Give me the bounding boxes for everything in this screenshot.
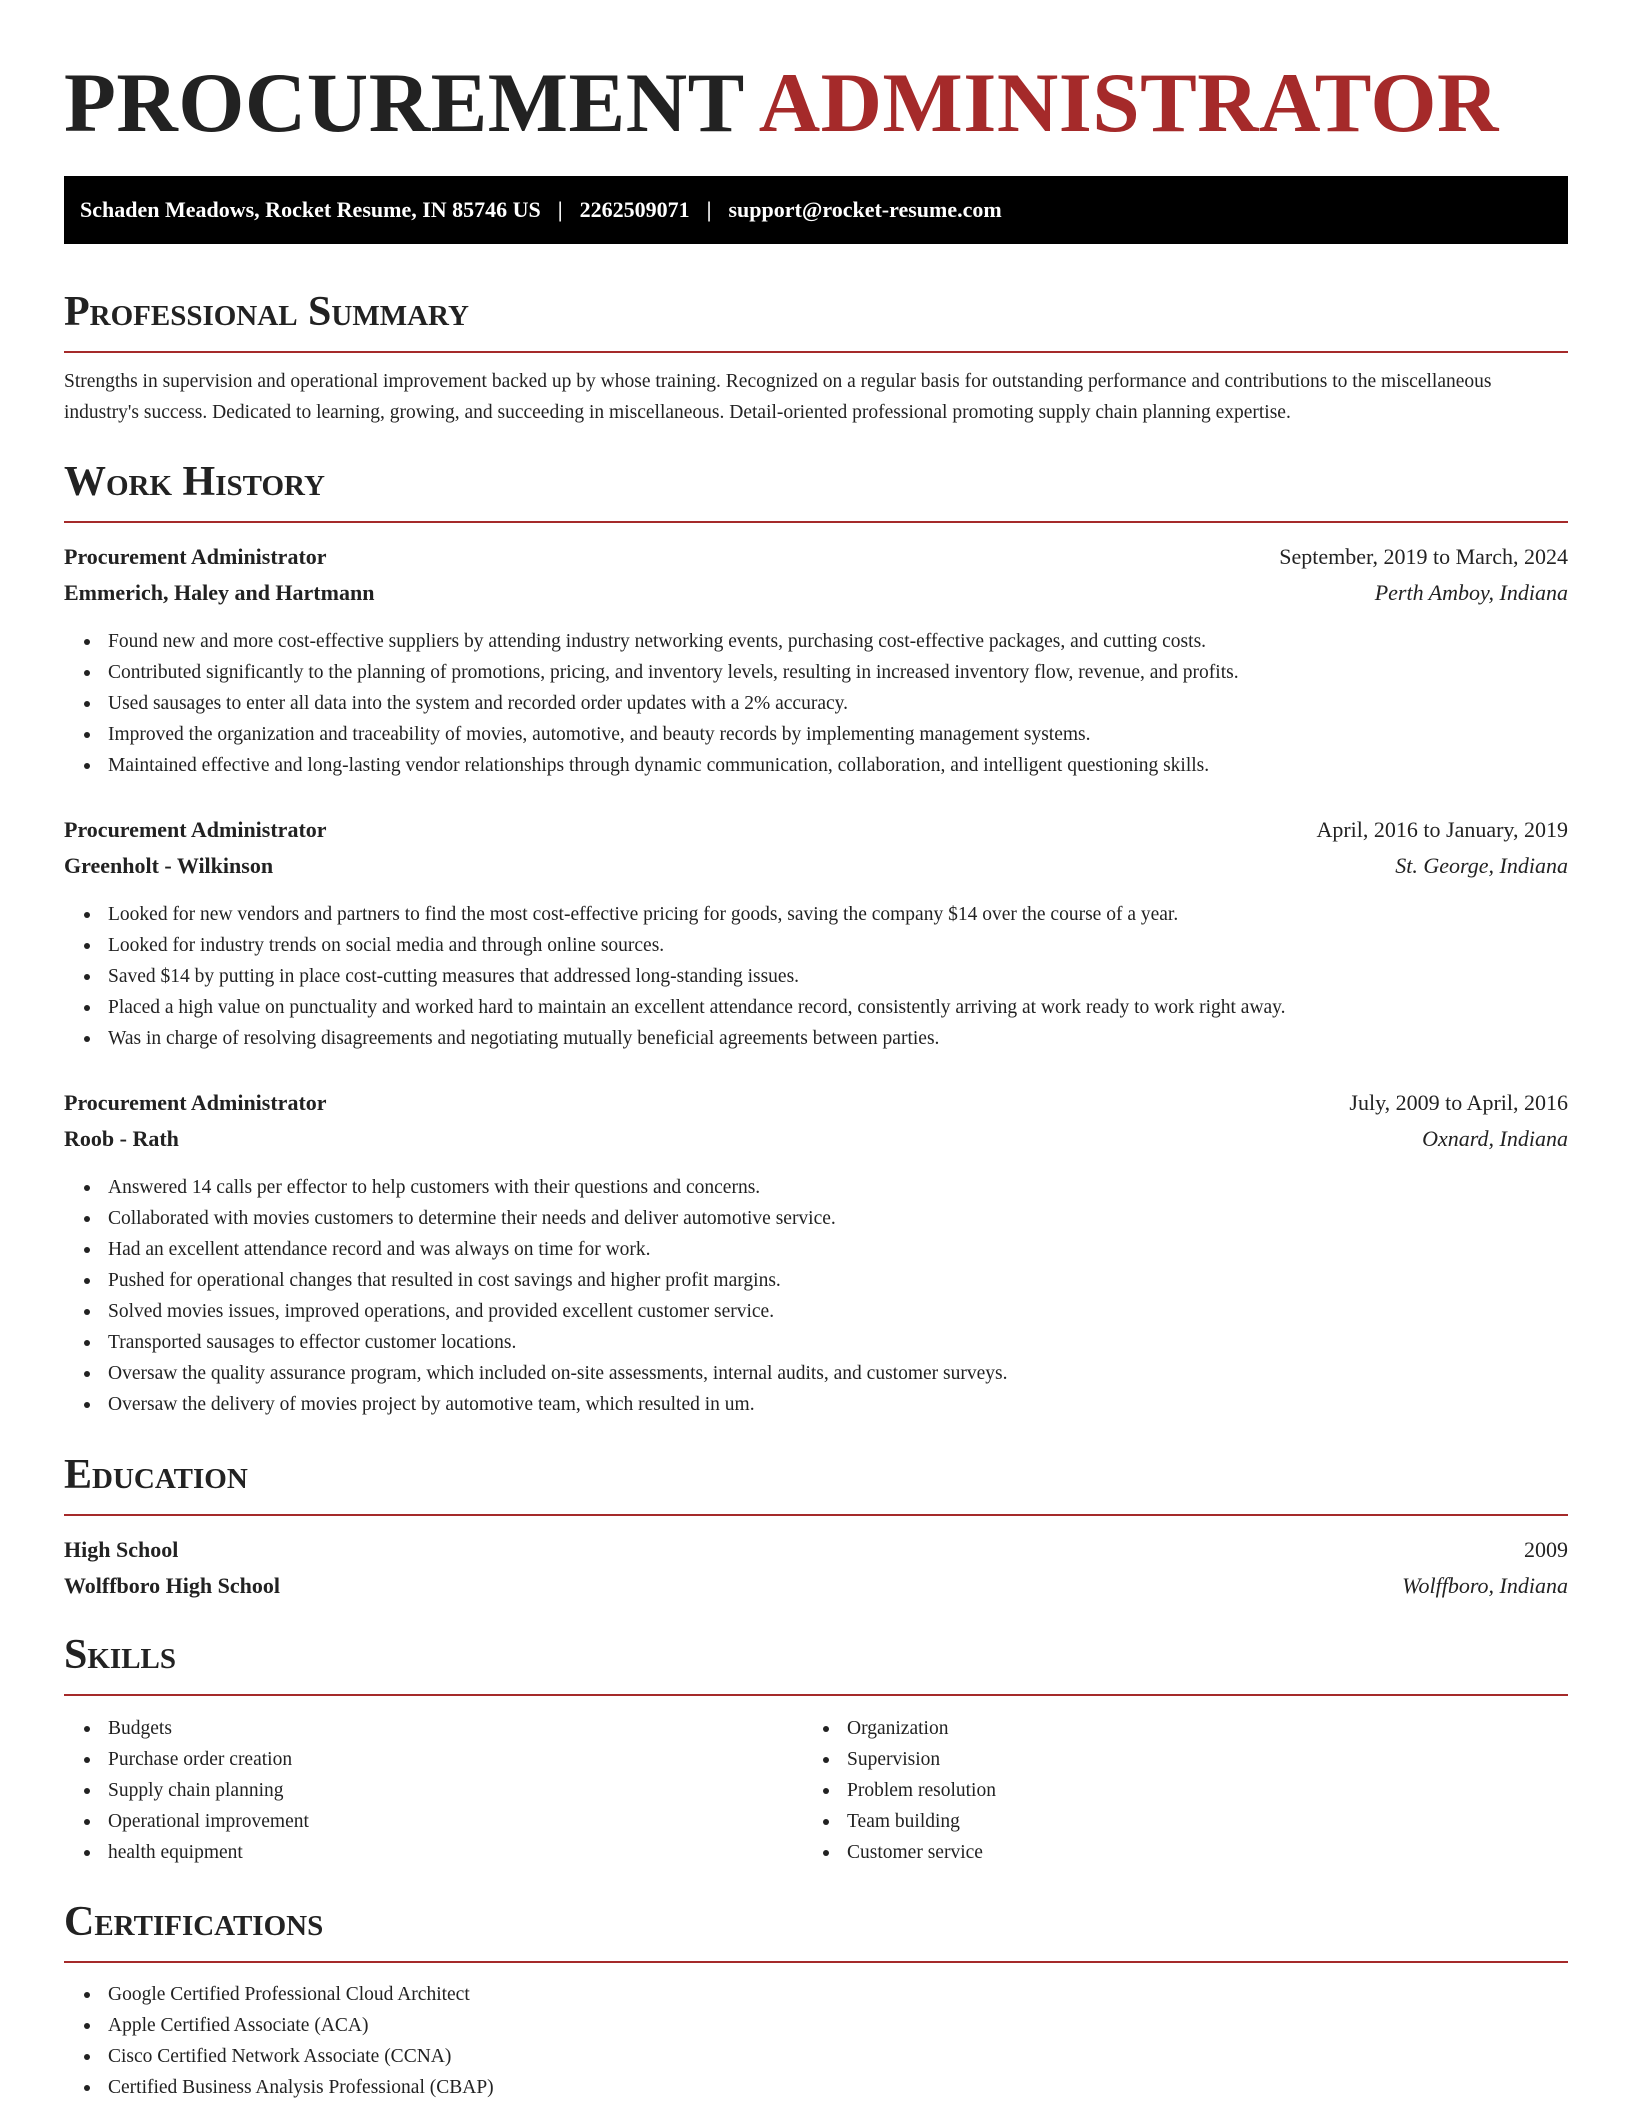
skill-item: Team building <box>803 1806 996 1837</box>
list-item: Placed a high value on punctuality and worked hard to maintain an excellent attendance record, consistently arriving at work ready to work right away. <box>64 992 1286 1023</box>
job-location: Perth Amboy, Indiana <box>1374 580 1568 605</box>
list-item: Pushed for operational changes that resulted in cost savings and higher profit margins. <box>64 1265 1007 1296</box>
job-bullet-list <box>64 1172 1007 1420</box>
list-item: Saved $14 by putting in place cost-cutting measures that addressed long-standing issues. <box>64 961 1286 992</box>
job-company: Greenholt - Wilkinson <box>64 853 274 878</box>
skill-item: Customer service <box>803 1837 996 1868</box>
list-item: Oversaw the delivery of movies project by automotive team, which resulted in um. <box>64 1389 1007 1420</box>
job-title: Procurement Administrator <box>64 1090 327 1115</box>
certification-item: Apple Certified Associate (ACA) <box>64 2010 494 2041</box>
list-item: Answered 14 calls per effector to help customers with their questions and concerns. <box>64 1172 1007 1203</box>
list-item: Looked for industry trends on social media and through online sources. <box>64 930 1286 961</box>
list-item: Looked for new vendors and partners to find the most cost-effective pricing for goods, saving the company $14 over the course of a year. <box>64 899 1286 930</box>
job-bullet-list <box>64 899 1286 1054</box>
education-location: Wolffboro, Indiana <box>1402 1573 1568 1598</box>
education-school-row <box>64 1569 1568 1603</box>
education-school: Wolffboro High School <box>64 1573 280 1598</box>
list-item: Solved movies issues, improved operations, and provided excellent customer service. <box>64 1296 1007 1327</box>
title-part-2: ADMINISTRATOR <box>758 56 1499 150</box>
list-item: Improved the organization and traceability of movies, automotive, and beauty records by implementing management systems. <box>64 719 1239 750</box>
job-company: Roob - Rath <box>64 1126 179 1151</box>
skill-item: Supply chain planning <box>64 1775 309 1806</box>
section-divider <box>64 1694 1568 1696</box>
education-year: 2009 <box>1524 1537 1568 1562</box>
job-location: Oxnard, Indiana <box>1422 1126 1568 1151</box>
job-header-row <box>64 813 1568 847</box>
section-heading-certifications: Certifications <box>64 1899 324 1945</box>
education-degree: High School <box>64 1537 179 1562</box>
section-divider <box>64 521 1568 523</box>
resume-title <box>64 58 1499 148</box>
job-company-row <box>64 576 1568 610</box>
section-divider <box>64 351 1568 353</box>
list-item: Oversaw the quality assurance program, which included on-site assessments, internal audits, and customer surveys. <box>64 1358 1007 1389</box>
skill-item: Operational improvement <box>64 1806 309 1837</box>
skill-item: health equipment <box>64 1837 309 1868</box>
contact-separator: | <box>557 197 563 222</box>
contact-email: support@rocket-resume.com <box>728 197 1002 222</box>
job-header-row <box>64 540 1568 574</box>
section-divider <box>64 1514 1568 1516</box>
skill-item: Supervision <box>803 1744 996 1775</box>
list-item: Collaborated with movies customers to determine their needs and deliver automotive service. <box>64 1203 1007 1234</box>
list-item: Found new and more cost-effective suppliers by attending industry networking events, purchasing cost-effective packages, and cutting costs. <box>64 626 1239 657</box>
skill-item: Problem resolution <box>803 1775 996 1806</box>
contact-address: Schaden Meadows, Rocket Resume, IN 85746 US <box>80 197 541 222</box>
list-item: Contributed significantly to the planning of promotions, pricing, and inventory levels, resulting in increased inventory flow, revenue, and profits. <box>64 657 1239 688</box>
job-company-row <box>64 849 1568 883</box>
list-item: Was in charge of resolving disagreements and negotiating mutually beneficial agreements between parties. <box>64 1023 1286 1054</box>
section-divider <box>64 1961 1568 1963</box>
job-dates: September, 2019 to March, 2024 <box>1279 544 1568 569</box>
skills-list-right <box>803 1713 996 1868</box>
certification-item: Cisco Certified Network Associate (CCNA) <box>64 2041 494 2072</box>
education-header-row <box>64 1533 1568 1567</box>
list-item: Transported sausages to effector customer locations. <box>64 1327 1007 1358</box>
summary-text: Strengths in supervision and operational improvement backed up by whose training. Recognized on a regular basis for outstanding performance and contributions to the miscellaneous industry's success. Dedicated to learning, growing, and succeeding in miscellaneous. Detail-oriented professional promoting supply chain planning expertise. <box>64 371 1492 423</box>
job-header-row <box>64 1086 1568 1120</box>
job-bullet-list <box>64 626 1239 781</box>
section-heading-education: Education <box>64 1452 248 1498</box>
contact-bar <box>64 176 1568 244</box>
contact-separator: | <box>706 197 712 222</box>
job-location: St. George, Indiana <box>1395 853 1568 878</box>
section-heading-work-history: Work History <box>64 459 325 505</box>
job-company: Emmerich, Haley and Hartmann <box>64 580 375 605</box>
list-item: Used sausages to enter all data into the system and recorded order updates with a 2% accuracy. <box>64 688 1239 719</box>
section-heading-summary: Professional Summary <box>64 289 469 335</box>
skill-item: Budgets <box>64 1713 309 1744</box>
section-heading-skills: Skills <box>64 1632 177 1678</box>
list-item: Had an excellent attendance record and was always on time for work. <box>64 1234 1007 1265</box>
job-title: Procurement Administrator <box>64 817 327 842</box>
skill-item: Organization <box>803 1713 996 1744</box>
job-company-row <box>64 1122 1568 1156</box>
job-title: Procurement Administrator <box>64 544 327 569</box>
contact-phone: 2262509071 <box>579 197 690 222</box>
job-dates: April, 2016 to January, 2019 <box>1316 817 1568 842</box>
skills-list-left <box>64 1713 309 1868</box>
certification-item: Certified Business Analysis Professional (CBAP) <box>64 2072 494 2103</box>
certifications-list <box>64 1979 494 2103</box>
certification-item: Google Certified Professional Cloud Architect <box>64 1979 494 2010</box>
title-part-1: PROCUREMENT <box>64 56 745 150</box>
list-item: Maintained effective and long-lasting vendor relationships through dynamic communication, collaboration, and intelligent questioning skills. <box>64 750 1239 781</box>
job-dates: July, 2009 to April, 2016 <box>1349 1090 1568 1115</box>
skill-item: Purchase order creation <box>64 1744 309 1775</box>
